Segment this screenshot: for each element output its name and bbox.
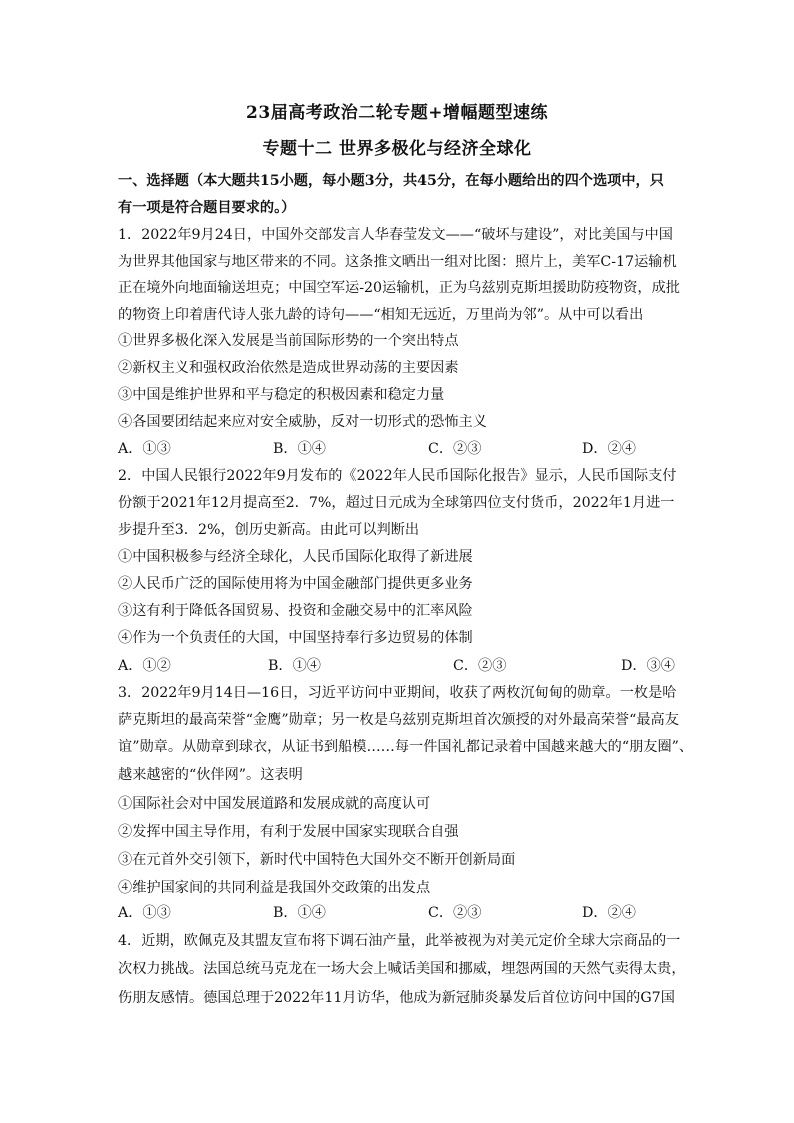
q2-option-a[interactable]: A．①② xyxy=(118,658,171,674)
q1-options xyxy=(118,439,678,459)
page-subtitle: 专题十二 世界多极化与经济全球化 xyxy=(262,139,532,159)
q3-option-c[interactable]: C．②③ xyxy=(428,905,482,921)
q3-stem-line-3: 谊”勋章。从勋章到球衣，从证书到船模……每一件国礼都记录着中国越来越大的“朋友圈”、 xyxy=(118,739,694,755)
section-heading-line-2: 有一项是符合题目要求的。） xyxy=(118,200,296,216)
q4-stem-line-2: 次权力挑战。法国总统马克龙在一场大会上喊话美国和挪威，埋怨两国的天然气卖得太贵， xyxy=(118,961,686,977)
q3-item-2: ②发挥中国主导作用，有利于发展中国家实现联合自强 xyxy=(118,824,459,840)
q2-option-c[interactable]: C．②③ xyxy=(453,658,507,674)
q3-item-4: ④维护国家间的共同利益是我国外交政策的出发点 xyxy=(118,880,431,896)
q1-item-3: ③中国是维护世界和平与稳定的积极因素和稳定力量 xyxy=(118,387,445,403)
q2-stem-line-2: 份额于2021年12月提高至2．7%，超过日元成为全球第四位支付货币，2022年1月进一 xyxy=(118,495,675,511)
q2-stem-line-3: 步提升至3．2%，创历史新高。由此可以判断出 xyxy=(118,522,420,538)
q1-item-1: ①世界多极化深入发展是当前国际形势的一个突出特点 xyxy=(118,333,459,349)
q3-options xyxy=(118,903,678,923)
q3-item-1: ①国际社会对中国发展道路和发展成就的高度认可 xyxy=(118,796,431,812)
q2-item-2: ②人民币广泛的国际使用将为中国金融部门提供更多业务 xyxy=(118,576,473,592)
q3-option-d[interactable]: D．②④ xyxy=(582,905,636,921)
q2-item-1: ①中国积极参与经济全球化，人民币国际化取得了新进展 xyxy=(118,549,473,565)
q2-option-d[interactable]: D．③④ xyxy=(621,658,675,674)
q3-stem-line-1: 3．2022年9月14日—16日，习近平访问中亚期间，收获了两枚沉甸甸的勋章。一枚是哈 xyxy=(118,685,677,701)
q2-stem-line-1: 2．中国人民银行2022年9月发布的《2022年人民币国际化报告》显示，人民币国际支付 xyxy=(118,468,677,484)
q2-item-4: ④作为一个负责任的大国，中国坚持奉行多边贸易的体制 xyxy=(118,630,473,646)
page-title: 23届高考政治二轮专题+增幅题型速练 xyxy=(246,103,548,123)
q3-item-3: ③在元首外交引领下，新时代中国特色大国外交不断开创新局面 xyxy=(118,852,516,868)
q1-item-4: ④各国要团结起来应对安全威胁，反对一切形式的恐怖主义 xyxy=(118,414,487,430)
q4-stem-line-3: 伤朋友感情。德国总理于2022年11月访华，他成为新冠肺炎暴发后首位访问中国的G7国 xyxy=(118,990,675,1006)
q1-option-c[interactable]: C．②③ xyxy=(428,441,482,457)
q3-stem-line-4: 越来越密的“伙伴网”。这表明 xyxy=(118,767,303,783)
section-heading-line-1: 一、选择题（本大题共15小题，每小题3分，共45分，在每小题给出的四个选项中，只 xyxy=(118,173,664,189)
q1-option-a[interactable]: A．①③ xyxy=(118,441,171,457)
q1-stem-line-3: 正在境外向地面输送坦克；中国空军运-20运输机，正为乌兹别克斯坦援助防疫物资，成批 xyxy=(118,280,680,296)
q2-option-b[interactable]: B．①④ xyxy=(268,658,321,674)
q1-item-2: ②新权主义和强权政治依然是造成世界动荡的主要因素 xyxy=(118,360,459,376)
q1-stem-line-2: 为世界其他国家与地区带来的不同。这条推文晒出一组对比图：照片上，美军C-17运输机 xyxy=(118,254,677,270)
q1-option-b[interactable]: B．①④ xyxy=(273,441,326,457)
q3-option-b[interactable]: B．①④ xyxy=(273,905,326,921)
q3-option-a[interactable]: A．①③ xyxy=(118,905,171,921)
q2-item-3: ③这有利于降低各国贸易、投资和金融交易中的汇率风险 xyxy=(118,603,473,619)
q4-stem-line-1: 4．近期，欧佩克及其盟友宣布将下调石油产量，此举被视为对美元定价全球大宗商品的一 xyxy=(118,933,681,949)
q1-option-d[interactable]: D．②④ xyxy=(582,441,636,457)
q2-options xyxy=(118,656,678,676)
q1-stem-line-1: 1．2022年9月24日，中国外交部发言人华春莹发文——“破坏与建设”，对比美国与中国 xyxy=(118,227,673,243)
q1-stem-line-4: 的物资上印着唐代诗人张九龄的诗句——“相知无远近，万里尚为邻”。从中可以看出 xyxy=(118,307,644,323)
q3-stem-line-2: 萨克斯坦的最高荣誉“金鹰”勋章；另一枚是乌兹别克斯坦首次颁授的对外最高荣誉“最高友 xyxy=(118,712,679,728)
